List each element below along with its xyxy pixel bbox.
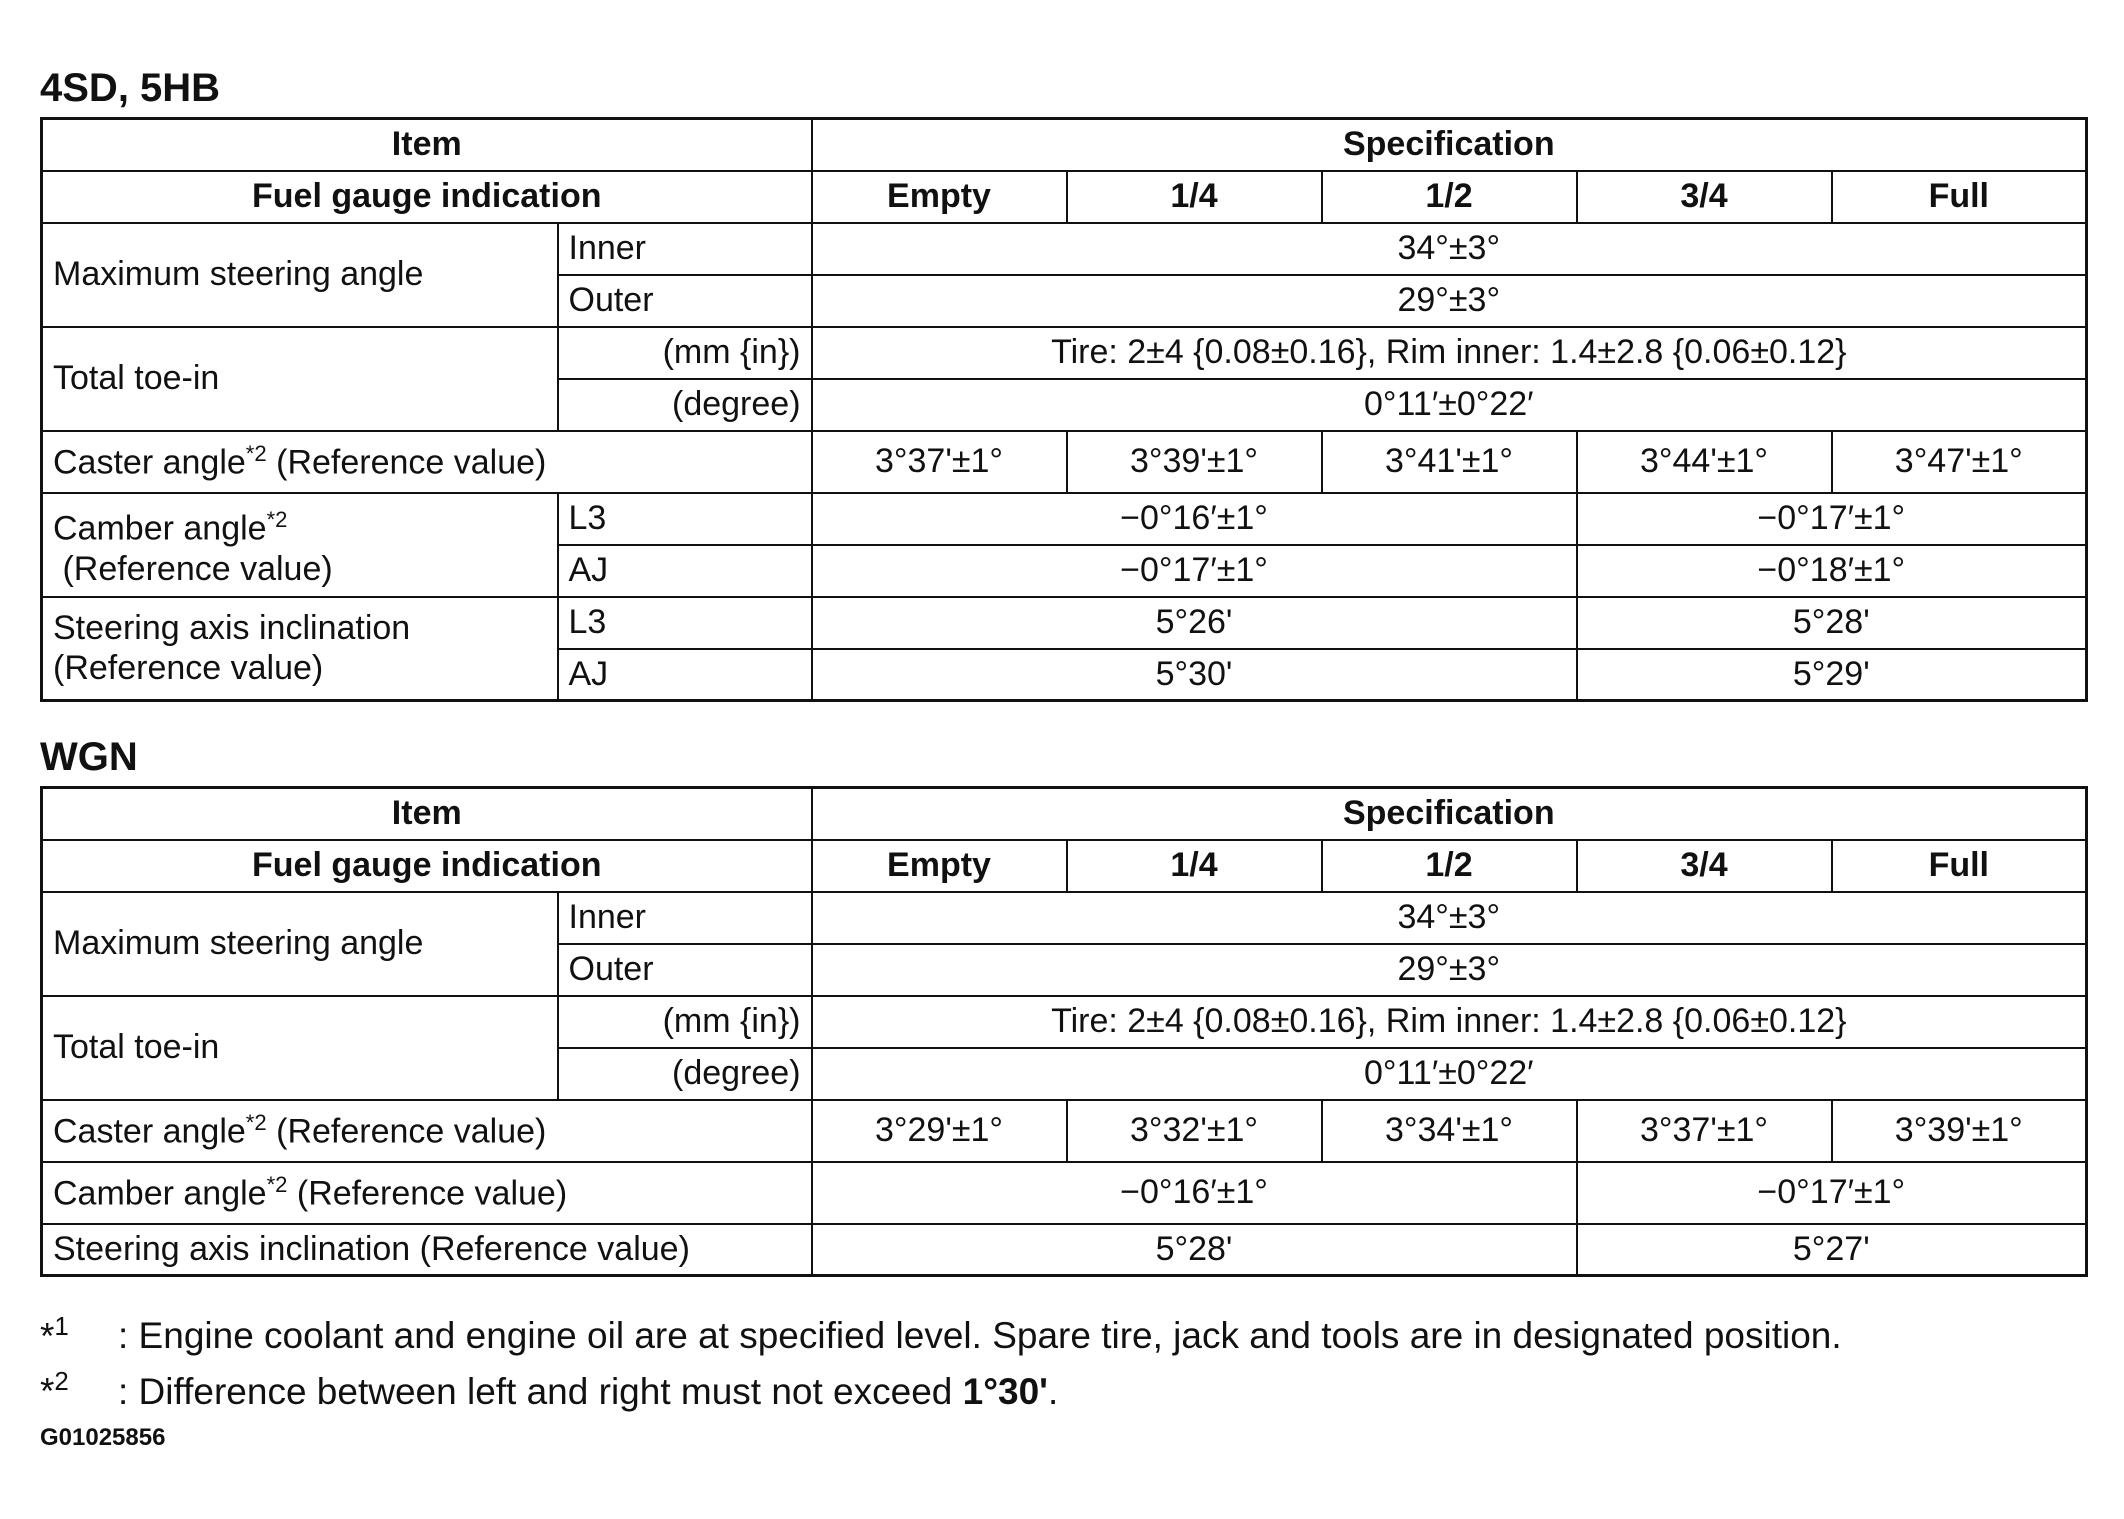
- max-steering-angle-label: Maximum steering angle: [42, 223, 558, 327]
- header-row: [42, 788, 2087, 840]
- sai-value-low: 5°28': [812, 1224, 1577, 1276]
- caster-value-quarter: 3°39'±1°: [1067, 431, 1322, 493]
- fuel-level-empty: Empty: [812, 840, 1067, 892]
- footnotes: [40, 1304, 1842, 1415]
- sai-aj-value-low: 5°30': [812, 649, 1577, 701]
- inner-value: 34°±3°: [812, 223, 2087, 275]
- inner-value: 34°±3°: [812, 892, 2087, 944]
- fuel-level-half: 1/2: [1322, 840, 1577, 892]
- sai-l3-label: L3: [558, 597, 812, 649]
- fuel-gauge-row: [42, 840, 2087, 892]
- steering-axis-inclination-row: [42, 1224, 2087, 1276]
- camber-l3-row: [42, 493, 2087, 545]
- fuel-level-full: Full: [1832, 171, 2087, 223]
- footnote-1-text: : Engine coolant and engine oil are at specified level. Spare tire, jack and tools are in designated position.: [118, 1315, 1842, 1357]
- camber-angle-label: Camber angle$^{*2}$ (Reference value): [42, 493, 558, 597]
- sai-value-high: 5°27': [1577, 1224, 2087, 1276]
- inner-label: Inner: [558, 223, 812, 275]
- camber-l3-value-low: −0°16′±1°: [812, 493, 1577, 545]
- caster-value-empty: 3°29'±1°: [812, 1100, 1067, 1162]
- footnote-1-marker: *$^1$: [40, 1313, 69, 1357]
- steering-axis-inclination-label: Steering axis inclination (Reference value): [42, 597, 558, 701]
- sai-aj-value-high: 5°29': [1577, 649, 2087, 701]
- toe-mm-value: Tire: 2±4 {0.08±0.16}, Rim inner: 1.4±2.8 {0.06±0.12}: [812, 996, 2087, 1048]
- caster-value-full: 3°47'±1°: [1832, 431, 2087, 493]
- fuel-gauge-row: [42, 171, 2087, 223]
- footnote-2: [40, 1359, 1842, 1414]
- fuel-level-quarter: 1/4: [1067, 171, 1322, 223]
- fuel-gauge-label: Fuel gauge indication: [42, 840, 812, 892]
- caster-angle-row: [42, 1100, 2087, 1162]
- sai-l3-value-low: 5°26': [812, 597, 1577, 649]
- caster-value-three-quarter: 3°44'±1°: [1577, 431, 1832, 493]
- header-row: [42, 119, 2087, 171]
- camber-angle-row: [42, 1162, 2087, 1224]
- footnote-1: [40, 1304, 1842, 1359]
- spec-table-4sd-5hb: [40, 117, 2088, 702]
- outer-value: 29°±3°: [812, 275, 2087, 327]
- toe-in-mm-row: [42, 996, 2087, 1048]
- figure-id: G01025856: [40, 1424, 166, 1451]
- fuel-level-empty: Empty: [812, 171, 1067, 223]
- item-header: Item: [42, 119, 812, 171]
- footnote-2-marker: *$^2$: [40, 1368, 69, 1412]
- caster-value-three-quarter: 3°37'±1°: [1577, 1100, 1832, 1162]
- camber-aj-value-low: −0°17′±1°: [812, 545, 1577, 597]
- fuel-level-half: 1/2: [1322, 171, 1577, 223]
- camber-value-low: −0°16′±1°: [812, 1162, 1577, 1224]
- fuel-level-full: Full: [1832, 840, 2087, 892]
- outer-label: Outer: [558, 275, 812, 327]
- caster-value-half: 3°41'±1°: [1322, 431, 1577, 493]
- section-title-4sd-5hb: 4SD, 5HB: [40, 66, 221, 110]
- sai-aj-label: AJ: [558, 649, 812, 701]
- caster-angle-row: [42, 431, 2087, 493]
- fuel-level-three-quarter: 3/4: [1577, 840, 1832, 892]
- section-title-wgn: WGN: [40, 735, 138, 779]
- camber-angle-label: Camber angle$^{*2}$ (Reference value): [42, 1162, 812, 1224]
- sai-l3-row: [42, 597, 2087, 649]
- sai-l3-value-high: 5°28': [1577, 597, 2087, 649]
- inner-label: Inner: [558, 892, 812, 944]
- max-steering-angle-label: Maximum steering angle: [42, 892, 558, 996]
- fuel-level-three-quarter: 3/4: [1577, 171, 1832, 223]
- max-steering-inner-row: [42, 892, 2087, 944]
- caster-angle-label: Caster angle$^{*2}$ (Reference value): [42, 1100, 812, 1162]
- item-header: Item: [42, 788, 812, 840]
- camber-aj-value-high: −0°18′±1°: [1577, 545, 2087, 597]
- total-toe-in-label: Total toe-in: [42, 327, 558, 431]
- specification-header: Specification: [812, 119, 2087, 171]
- specification-header: Specification: [812, 788, 2087, 840]
- total-toe-in-label: Total toe-in: [42, 996, 558, 1100]
- outer-value: 29°±3°: [812, 944, 2087, 996]
- toe-mm-unit: (mm {in}): [558, 996, 812, 1048]
- caster-value-quarter: 3°32'±1°: [1067, 1100, 1322, 1162]
- camber-l3-label: L3: [558, 493, 812, 545]
- fuel-gauge-label: Fuel gauge indication: [42, 171, 812, 223]
- toe-mm-value: Tire: 2±4 {0.08±0.16}, Rim inner: 1.4±2.8 {0.06±0.12}: [812, 327, 2087, 379]
- toe-degree-unit: (degree): [558, 1048, 812, 1100]
- camber-l3-value-high: −0°17′±1°: [1577, 493, 2087, 545]
- fuel-level-quarter: 1/4: [1067, 840, 1322, 892]
- toe-mm-unit: (mm {in}): [558, 327, 812, 379]
- spec-table-wgn: [40, 786, 2088, 1277]
- caster-value-half: 3°34'±1°: [1322, 1100, 1577, 1162]
- camber-value-high: −0°17′±1°: [1577, 1162, 2087, 1224]
- caster-value-full: 3°39'±1°: [1832, 1100, 2087, 1162]
- caster-angle-label: Caster angle$^{*2}$ (Reference value): [42, 431, 812, 493]
- outer-label: Outer: [558, 944, 812, 996]
- max-steering-inner-row: [42, 223, 2087, 275]
- toe-degree-value: 0°11′±0°22′: [812, 1048, 2087, 1100]
- caster-value-empty: 3°37'±1°: [812, 431, 1067, 493]
- steering-axis-inclination-label: Steering axis inclination (Reference value): [42, 1224, 812, 1276]
- camber-aj-label: AJ: [558, 545, 812, 597]
- toe-degree-value: 0°11′±0°22′: [812, 379, 2087, 431]
- toe-in-mm-row: [42, 327, 2087, 379]
- toe-degree-unit: (degree): [558, 379, 812, 431]
- footnote-2-text: : Difference between left and right must not exceed 1°30'.: [118, 1370, 1059, 1412]
